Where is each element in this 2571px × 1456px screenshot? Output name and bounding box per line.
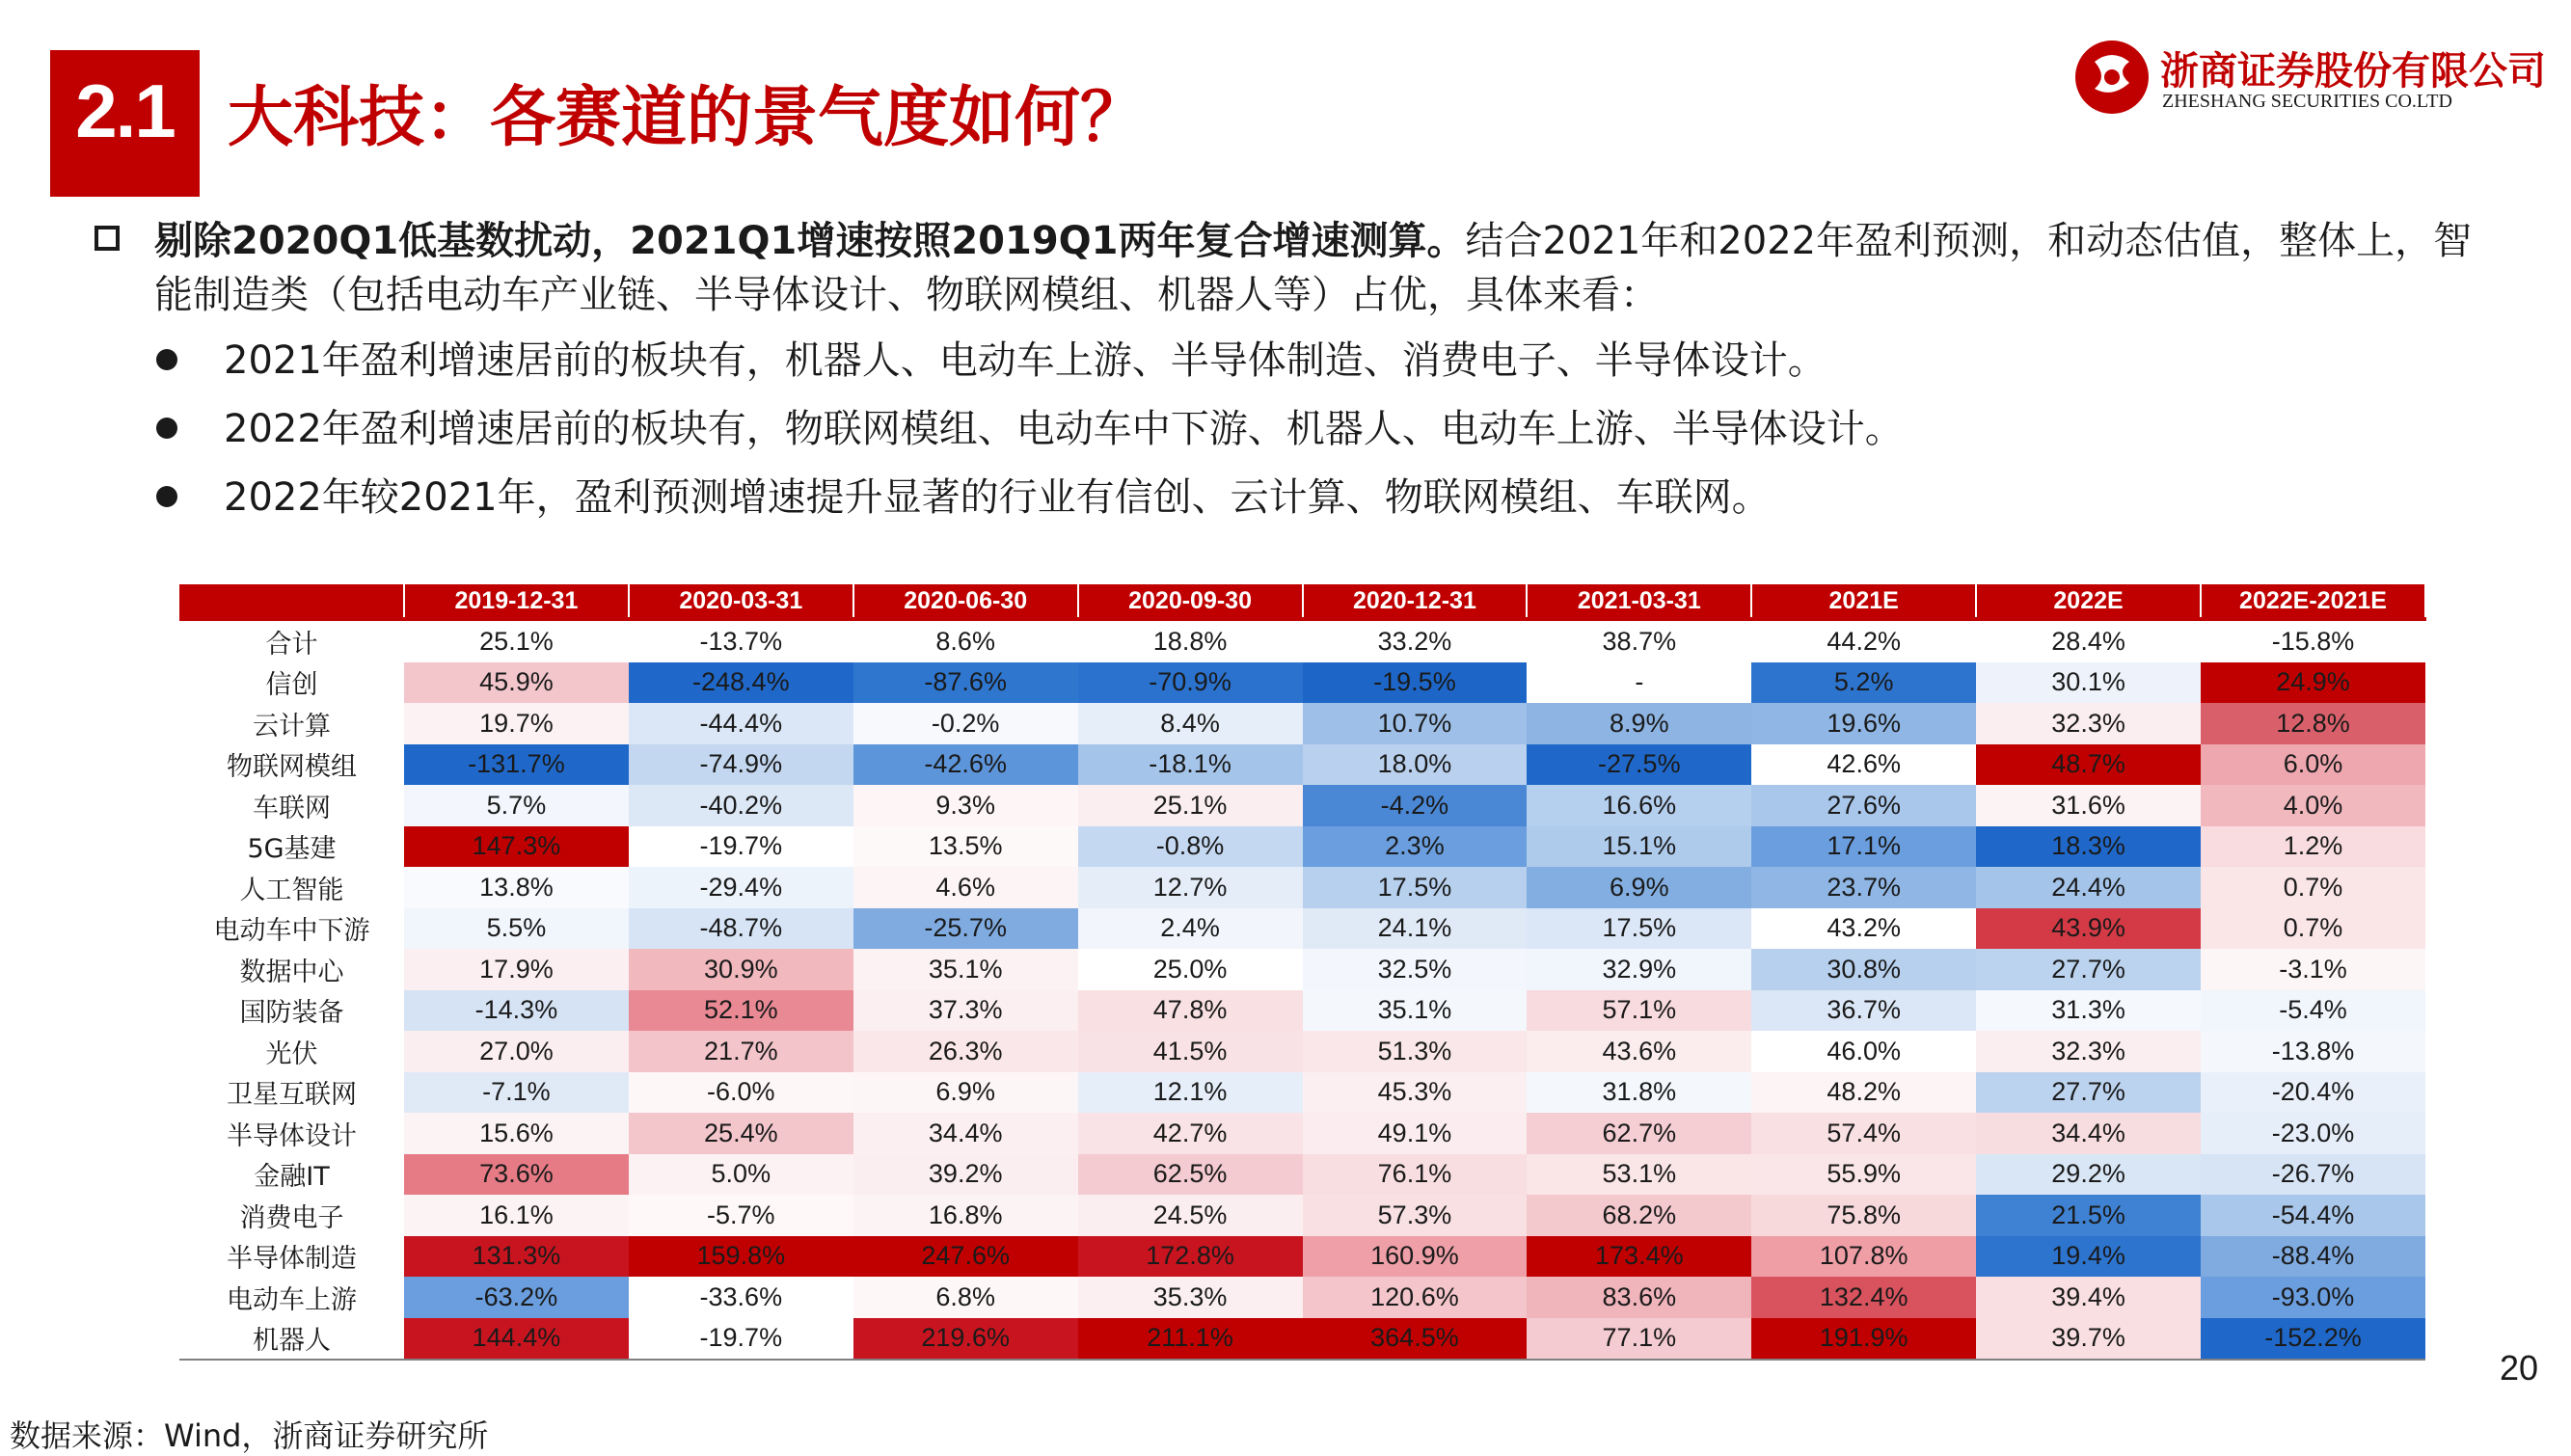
table-cell: -74.9% — [629, 744, 853, 786]
table-cell: 45.9% — [404, 662, 629, 704]
table-cell: 53.1% — [1527, 1154, 1751, 1196]
table-cell: 30.9% — [629, 949, 853, 990]
table-cell: -63.2% — [404, 1277, 629, 1318]
table-row — [179, 867, 2425, 908]
row-label: 车联网 — [179, 785, 404, 826]
logo-chinese-name: 浙商证券股份有限公司 — [2160, 48, 2546, 94]
table-cell: 77.1% — [1527, 1318, 1751, 1361]
row-label: 机器人 — [179, 1318, 404, 1361]
row-label: 半导体制造 — [179, 1236, 404, 1278]
row-label: 人工智能 — [179, 867, 404, 908]
table-cell: -29.4% — [629, 867, 853, 908]
table-cell: -93.0% — [2201, 1277, 2425, 1318]
table-cell: 43.2% — [1751, 908, 1976, 950]
table-cell: 39.7% — [1976, 1318, 2201, 1361]
table-cell: -88.4% — [2201, 1236, 2425, 1278]
table-cell: 45.3% — [1303, 1072, 1528, 1114]
table-cell: 21.7% — [629, 1031, 853, 1072]
table-cell: 24.1% — [1303, 908, 1528, 950]
table-row — [179, 1236, 2425, 1278]
table-cell: 19.4% — [1976, 1236, 2201, 1278]
table-cell: 132.4% — [1751, 1277, 1976, 1318]
table-cell: 31.3% — [1976, 990, 2201, 1032]
table-cell: -152.2% — [2201, 1318, 2425, 1361]
table-cell: 36.7% — [1751, 990, 1976, 1032]
table-row — [179, 1072, 2425, 1114]
table-row — [179, 908, 2425, 950]
table-cell: 16.6% — [1527, 785, 1751, 826]
table-cell: 52.1% — [629, 990, 853, 1032]
table-cell: -15.8% — [2201, 619, 2425, 662]
table-cell: 19.6% — [1751, 703, 1976, 744]
table-cell: 18.3% — [1976, 826, 2201, 868]
table-cell: 68.2% — [1527, 1195, 1751, 1236]
table-cell: -5.7% — [629, 1195, 853, 1236]
table-cell: 83.6% — [1527, 1277, 1751, 1318]
table-cell: 247.6% — [853, 1236, 1078, 1278]
table-row — [179, 744, 2425, 786]
table-cell: 2.4% — [1078, 908, 1303, 950]
table-cell: 37.3% — [853, 990, 1078, 1032]
table-row — [179, 949, 2425, 990]
column-header: 2021-03-31 — [1527, 584, 1751, 619]
table-cell: 30.1% — [1976, 662, 2201, 704]
table-cell: 12.7% — [1078, 867, 1303, 908]
bullet-item — [224, 402, 1904, 456]
column-header: 2020-03-31 — [629, 584, 853, 619]
table-cell: -87.6% — [853, 662, 1078, 704]
table-corner-cell — [179, 584, 404, 619]
table-cell: -33.6% — [629, 1277, 853, 1318]
bullet-text: 2022年盈利增速居前的板块有，物联网模组、电动车中下游、机器人、电动车上游、半导体设计。 — [224, 407, 1904, 451]
table-row — [179, 1277, 2425, 1318]
table-cell: 46.0% — [1751, 1031, 1976, 1072]
data-source: 数据来源：Wind，浙商证券研究所 — [10, 1417, 489, 1454]
table-row — [179, 1031, 2425, 1072]
column-header: 2021E — [1751, 584, 1976, 619]
bullet-dot-icon — [156, 418, 177, 439]
section-badge — [50, 50, 200, 197]
table-cell: 8.4% — [1078, 703, 1303, 744]
table-cell: 62.7% — [1527, 1113, 1751, 1154]
table-cell: 41.5% — [1078, 1031, 1303, 1072]
bullet-text: 2021年盈利增速居前的板块有，机器人、电动车上游、半导体制造、消费电子、半导体设计。 — [224, 338, 1827, 383]
table-cell: -19.7% — [629, 826, 853, 868]
row-label: 光伏 — [179, 1031, 404, 1072]
table-cell: 120.6% — [1303, 1277, 1528, 1318]
page-title: 大科技：各赛道的景气度如何？ — [228, 80, 1147, 156]
table-cell: 47.8% — [1078, 990, 1303, 1032]
row-label: 金融IT — [179, 1154, 404, 1196]
table-cell: -0.8% — [1078, 826, 1303, 868]
table-cell: 160.9% — [1303, 1236, 1528, 1278]
table-cell: 17.1% — [1751, 826, 1976, 868]
table-cell: 6.8% — [853, 1277, 1078, 1318]
table-cell: 5.2% — [1751, 662, 1976, 704]
table-row — [179, 1154, 2425, 1196]
table-cell: - — [1527, 662, 1751, 704]
table-row — [179, 662, 2425, 704]
table-cell: -54.4% — [2201, 1195, 2425, 1236]
table-cell: 48.2% — [1751, 1072, 1976, 1114]
table-header-row — [179, 584, 2425, 619]
table-row — [179, 619, 2425, 662]
table-cell: 191.9% — [1751, 1318, 1976, 1361]
table-cell: -48.7% — [629, 908, 853, 950]
table-cell: 0.7% — [2201, 867, 2425, 908]
row-label: 消费电子 — [179, 1195, 404, 1236]
table-row — [179, 785, 2425, 826]
table-cell: 25.4% — [629, 1113, 853, 1154]
table-cell: 15.6% — [404, 1113, 629, 1154]
table-cell: 17.9% — [404, 949, 629, 990]
table-cell: -0.2% — [853, 703, 1078, 744]
column-header: 2019-12-31 — [404, 584, 629, 619]
table-cell: 173.4% — [1527, 1236, 1751, 1278]
square-bullet-icon — [95, 226, 120, 251]
table-cell: 12.8% — [2201, 703, 2425, 744]
table-cell: 13.8% — [404, 867, 629, 908]
page-number: 20 — [2500, 1348, 2539, 1388]
table-cell: 29.2% — [1976, 1154, 2201, 1196]
row-label: 卫星互联网 — [179, 1072, 404, 1114]
table-row — [179, 703, 2425, 744]
bullet-item — [224, 471, 1771, 525]
table-cell: 49.1% — [1303, 1113, 1528, 1154]
table-cell: 211.1% — [1078, 1318, 1303, 1361]
table-cell: 32.5% — [1303, 949, 1528, 990]
table-cell: 364.5% — [1303, 1318, 1528, 1361]
table-cell: 2.3% — [1303, 826, 1528, 868]
table-cell: 24.4% — [1976, 867, 2201, 908]
table-cell: 8.9% — [1527, 703, 1751, 744]
column-header: 2022E — [1976, 584, 2201, 619]
table-cell: 57.4% — [1751, 1113, 1976, 1154]
table-row — [179, 1318, 2425, 1361]
company-logo — [2073, 39, 2546, 125]
table-cell: 12.1% — [1078, 1072, 1303, 1114]
bullet-dot-icon — [156, 349, 177, 370]
table-cell: 4.6% — [853, 867, 1078, 908]
table-cell: 30.8% — [1751, 949, 1976, 990]
table-cell: 144.4% — [404, 1318, 629, 1361]
table-cell: 5.7% — [404, 785, 629, 826]
table-cell: -3.1% — [2201, 949, 2425, 990]
table-cell: 0.7% — [2201, 908, 2425, 950]
table-cell: 8.6% — [853, 619, 1078, 662]
table-cell: 76.1% — [1303, 1154, 1528, 1196]
table-cell: 5.0% — [629, 1154, 853, 1196]
table-cell: 18.0% — [1303, 744, 1528, 786]
table-cell: 75.8% — [1751, 1195, 1976, 1236]
column-header: 2022E-2021E — [2201, 584, 2425, 619]
table-cell: 35.3% — [1078, 1277, 1303, 1318]
table-cell: 31.6% — [1976, 785, 2201, 826]
table-cell: 1.2% — [2201, 826, 2425, 868]
row-label: 电动车中下游 — [179, 908, 404, 950]
table-cell: 25.1% — [1078, 785, 1303, 826]
table-cell: 42.7% — [1078, 1113, 1303, 1154]
logo-english-name: ZHESHANG SECURITIES CO.LTD — [2162, 91, 2452, 112]
table-cell: -20.4% — [2201, 1072, 2425, 1114]
row-label: 半导体设计 — [179, 1113, 404, 1154]
table-row — [179, 826, 2425, 868]
row-label: 数据中心 — [179, 949, 404, 990]
table-cell: 32.9% — [1527, 949, 1751, 990]
table-cell: 18.8% — [1078, 619, 1303, 662]
table-cell: 27.7% — [1976, 949, 2201, 990]
table-cell: 9.3% — [853, 785, 1078, 826]
table-cell: -42.6% — [853, 744, 1078, 786]
intro-text: 结合2021年和2022年盈利预测，和动态估值，整体上，智能制造类（包括电动车产业链、半导体设计、物联网模组、机器人等）占优，具体来看： — [154, 219, 2473, 317]
table-cell: 5.5% — [404, 908, 629, 950]
table-cell: 10.7% — [1303, 703, 1528, 744]
row-label: 云计算 — [179, 703, 404, 744]
table-cell: 27.0% — [404, 1031, 629, 1072]
table-cell: 6.9% — [853, 1072, 1078, 1114]
table-cell: 32.3% — [1976, 703, 2201, 744]
table-cell: 107.8% — [1751, 1236, 1976, 1278]
row-label: 国防装备 — [179, 990, 404, 1032]
table-cell: 17.5% — [1303, 867, 1528, 908]
table-cell: 172.8% — [1078, 1236, 1303, 1278]
table-cell: -5.4% — [2201, 990, 2425, 1032]
table-cell: 44.2% — [1751, 619, 1976, 662]
table-cell: 4.0% — [2201, 785, 2425, 826]
table-cell: 34.4% — [1976, 1113, 2201, 1154]
table-cell: -4.2% — [1303, 785, 1528, 826]
table-cell: -6.0% — [629, 1072, 853, 1114]
table-cell: 33.2% — [1303, 619, 1528, 662]
table-cell: -13.8% — [2201, 1031, 2425, 1072]
table-cell: -248.4% — [629, 662, 853, 704]
table-cell: -131.7% — [404, 744, 629, 786]
zheshang-logo-icon — [2073, 39, 2151, 116]
table-cell: -18.1% — [1078, 744, 1303, 786]
row-label: 5G基建 — [179, 826, 404, 868]
table-cell: 42.6% — [1751, 744, 1976, 786]
table-cell: 43.6% — [1527, 1031, 1751, 1072]
table-cell: 25.1% — [404, 619, 629, 662]
table-cell: 131.3% — [404, 1236, 629, 1278]
row-label: 物联网模组 — [179, 744, 404, 786]
bullet-text: 2022年较2021年，盈利预测增速提升显著的行业有信创、云计算、物联网模组、车联网。 — [224, 475, 1771, 520]
table-cell: 32.3% — [1976, 1031, 2201, 1072]
table-cell: -19.5% — [1303, 662, 1528, 704]
table-cell: -44.4% — [629, 703, 853, 744]
row-label: 电动车上游 — [179, 1277, 404, 1318]
table-cell: 39.4% — [1976, 1277, 2201, 1318]
table-cell: 23.7% — [1751, 867, 1976, 908]
table-cell: -40.2% — [629, 785, 853, 826]
intro-bold-text: 剔除2020Q1低基数扰动，2021Q1增速按照2019Q1两年复合增速测算。 — [154, 219, 1466, 263]
table-cell: -23.0% — [2201, 1113, 2425, 1154]
table-row — [179, 1195, 2425, 1236]
table-cell: -13.7% — [629, 619, 853, 662]
row-label: 信创 — [179, 662, 404, 704]
table-cell: 38.7% — [1527, 619, 1751, 662]
table-cell: 57.1% — [1527, 990, 1751, 1032]
table-row — [179, 1113, 2425, 1154]
table-cell: 6.9% — [1527, 867, 1751, 908]
table-cell: 27.7% — [1976, 1072, 2201, 1114]
table-cell: 15.1% — [1527, 826, 1751, 868]
table-cell: 159.8% — [629, 1236, 853, 1278]
table-cell: 16.1% — [404, 1195, 629, 1236]
table-cell: 19.7% — [404, 703, 629, 744]
table-cell: 21.5% — [1976, 1195, 2201, 1236]
intro-paragraph — [154, 214, 2507, 322]
row-label: 合计 — [179, 619, 404, 662]
table-cell: 35.1% — [1303, 990, 1528, 1032]
table-cell: 62.5% — [1078, 1154, 1303, 1196]
bullet-item — [224, 334, 1827, 388]
table-cell: -26.7% — [2201, 1154, 2425, 1196]
table-cell: 17.5% — [1527, 908, 1751, 950]
table-cell: 28.4% — [1976, 619, 2201, 662]
table-cell: 26.3% — [853, 1031, 1078, 1072]
table-cell: -27.5% — [1527, 744, 1751, 786]
table-cell: 24.9% — [2201, 662, 2425, 704]
table-cell: -14.3% — [404, 990, 629, 1032]
table-cell: 16.8% — [853, 1195, 1078, 1236]
table-cell: 31.8% — [1527, 1072, 1751, 1114]
table-cell: 51.3% — [1303, 1031, 1528, 1072]
table-cell: -7.1% — [404, 1072, 629, 1114]
table-cell: 147.3% — [404, 826, 629, 868]
growth-heatmap-table — [179, 584, 2426, 1361]
table-cell: 57.3% — [1303, 1195, 1528, 1236]
table-cell: 43.9% — [1976, 908, 2201, 950]
table-cell: 73.6% — [404, 1154, 629, 1196]
table-cell: 6.0% — [2201, 744, 2425, 786]
table-cell: 219.6% — [853, 1318, 1078, 1361]
table-cell: -70.9% — [1078, 662, 1303, 704]
table-cell: 27.6% — [1751, 785, 1976, 826]
table-cell: 24.5% — [1078, 1195, 1303, 1236]
bullet-dot-icon — [156, 486, 177, 507]
table-cell: -19.7% — [629, 1318, 853, 1361]
column-header: 2020-12-31 — [1303, 584, 1528, 619]
table-cell: 35.1% — [853, 949, 1078, 990]
table-cell: 13.5% — [853, 826, 1078, 868]
table-cell: 25.0% — [1078, 949, 1303, 990]
table-cell: 39.2% — [853, 1154, 1078, 1196]
table-cell: 48.7% — [1976, 744, 2201, 786]
table-cell: 55.9% — [1751, 1154, 1976, 1196]
table-cell: 34.4% — [853, 1113, 1078, 1154]
section-number: 2.1 — [75, 68, 175, 153]
table-row — [179, 990, 2425, 1032]
column-header: 2020-09-30 — [1078, 584, 1303, 619]
table-cell: -25.7% — [853, 908, 1078, 950]
column-header: 2020-06-30 — [853, 584, 1078, 619]
